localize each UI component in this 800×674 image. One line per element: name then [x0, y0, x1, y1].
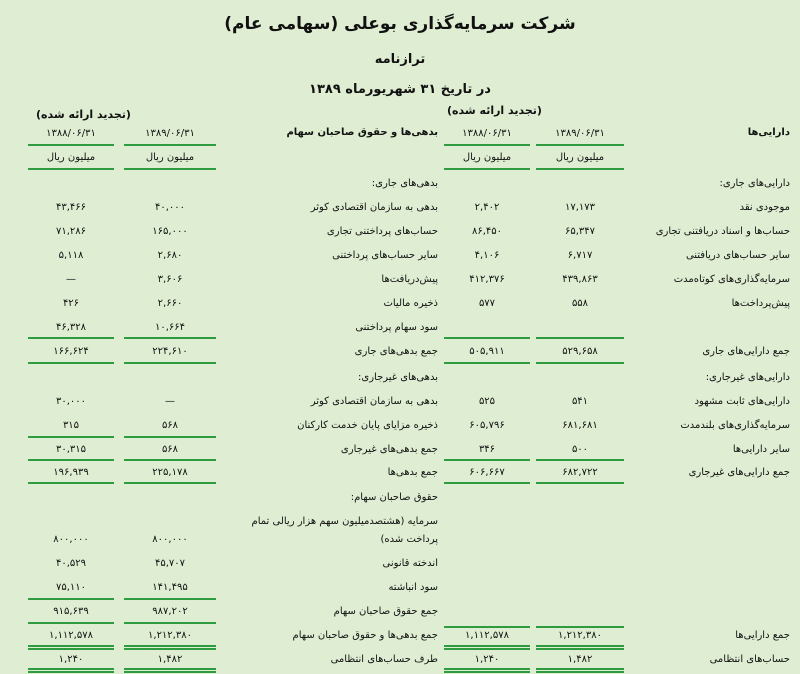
liab-noncurrent-total-prior: ۳۰,۳۱۵	[55, 444, 87, 455]
liability-value-current: —	[165, 396, 175, 407]
offbalance-counter-current: ۱,۴۸۲	[157, 654, 183, 665]
unit-liab-current: میلیون ریال	[145, 152, 195, 163]
liab-total-current: ۲۲۵,۱۷۸	[152, 467, 188, 478]
liability-value-current: ۴۰,۰۰۰	[154, 202, 186, 213]
liab-total-prior: ۱۹۶,۹۳۹	[53, 467, 89, 478]
unit-asset-current: میلیون ریال	[555, 152, 605, 163]
liability-label: بدهی به سازمان اقتصادی کوثر	[310, 396, 438, 407]
liability-value-prior: ۴۳,۴۶۶	[55, 202, 87, 213]
liab-current-total-prior: ۱۶۶,۶۲۴	[53, 346, 89, 357]
liability-value-prior: ۵,۱۱۸	[58, 250, 84, 261]
liability-label: ذخیره مالیات	[383, 298, 438, 309]
liability-label: بدهی به سازمان اقتصادی کوثر	[310, 202, 438, 213]
offbalance-counter-label: طرف حساب‌های انتظامی	[330, 654, 438, 665]
asset-total-label: جمع دارایی‌ها	[735, 630, 790, 641]
grand-total-current: ۱,۲۱۲,۳۸۰	[148, 630, 192, 641]
header-asset-prior-date: ۱۳۸۸/۰۶/۳۱	[462, 128, 512, 139]
asset-value-prior: ۴,۱۰۶	[474, 250, 500, 261]
liability-value-current: ۲,۶۶۰	[157, 298, 183, 309]
liability-value-current: ۳,۶۰۶	[157, 274, 183, 285]
asset-value-current: ۱۷,۱۷۳	[564, 202, 596, 213]
company-title: شرکت سرمایه‌گذاری بوعلی (سهامی عام)	[224, 14, 576, 34]
liability-value-current: ۱۶۵,۰۰۰	[152, 226, 188, 237]
asset-value-current: ۵۰۰	[571, 444, 589, 455]
liability-value-prior: ۴۶,۳۲۸	[55, 322, 87, 333]
reserve-label: اندخته قانونی	[382, 558, 438, 569]
asset-label: حساب‌ها و اسناد دریافتنی تجاری	[655, 226, 790, 237]
liab-current-title: بدهی‌های جاری:	[371, 178, 438, 189]
liability-value-current: ۵۶۸	[161, 420, 179, 431]
restated-note-liabilities: (تجدید ارائه شده)	[36, 108, 131, 121]
liability-value-current: ۲,۶۸۰	[157, 250, 183, 261]
liability-label: حساب‌های پرداختنی تجاری	[326, 226, 438, 237]
liability-value-prior: —	[66, 274, 76, 285]
liability-label: پیش‌دریافت‌ها	[381, 274, 438, 285]
assets-current-title: دارایی‌های جاری:	[719, 178, 790, 189]
equity-title: حقوق صاحبان سهام:	[350, 492, 438, 503]
statement-title: ترازنامه	[374, 52, 426, 67]
liability-value-prior: ۳۰,۰۰۰	[55, 396, 87, 407]
offbalance-counter-prior: ۱,۲۴۰	[58, 654, 84, 665]
liability-value-prior: ۴۲۶	[62, 298, 80, 309]
asset-value-current: ۶۵,۳۴۷	[564, 226, 596, 237]
liab-noncurrent-title: بدهی‌های غیرجاری:	[358, 372, 438, 383]
asset-value-prior: ۵۲۵	[478, 396, 496, 407]
liability-label: سود سهام پرداختنی	[355, 322, 438, 333]
grand-total-label: جمع بدهی‌ها و حقوق صاحبان سهام	[292, 630, 438, 641]
asset-value-current: ۶,۷۱۷	[567, 250, 593, 261]
asset-current-total-current: ۵۲۹,۶۵۸	[562, 346, 598, 357]
asset-label: دارایی‌های ثابت مشهود	[694, 396, 790, 407]
asset-value-prior: ۵۷۷	[478, 298, 496, 309]
reserve-prior: ۴۰,۵۲۹	[55, 558, 87, 569]
liab-noncurrent-total-label: جمع بدهی‌های غیرجاری	[340, 444, 438, 455]
retained-prior: ۷۵,۱۱۰	[55, 582, 87, 593]
asset-total-prior: ۱,۱۱۲,۵۷۸	[465, 630, 509, 641]
asset-value-prior: ۴۱۲,۳۷۶	[469, 274, 505, 285]
asset-label: سرمایه‌گذاری‌های بلندمدت	[680, 420, 790, 431]
liability-value-prior: ۷۱,۲۸۶	[55, 226, 87, 237]
asset-value-current: ۴۳۹,۸۶۳	[562, 274, 598, 285]
asset-value-prior: ۶۰۵,۷۹۶	[469, 420, 505, 431]
unit-liab-prior: میلیون ریال	[46, 152, 96, 163]
asset-noncurrent-total-label: جمع دارایی‌های غیرجاری	[688, 467, 790, 478]
header-assets: دارایی‌ها	[747, 127, 790, 138]
asset-value-current: ۶۸۱,۶۸۱	[562, 420, 598, 431]
asset-total-current: ۱,۲۱۲,۳۸۰	[558, 630, 602, 641]
header-liab-current-date: ۱۳۸۹/۰۶/۳۱	[145, 128, 195, 139]
grand-total-prior: ۱,۱۱۲,۵۷۸	[49, 630, 93, 641]
asset-label: سایر حساب‌های دریافتنی	[685, 250, 790, 261]
asset-noncurrent-total-prior: ۶۰۶,۶۶۷	[469, 467, 505, 478]
offbalance-prior: ۱,۲۴۰	[474, 654, 500, 665]
unit-asset-prior: میلیون ریال	[462, 152, 512, 163]
restated-note-assets: (تجدید ارائه شده)	[447, 104, 542, 117]
asset-label: پیش‌پرداخت‌ها	[731, 298, 790, 309]
liability-value-prior: ۳۱۵	[62, 420, 80, 431]
equity-total-current: ۹۸۷,۲۰۲	[152, 606, 188, 617]
liability-label: ذخیره مزایای پایان خدمت کارکنان	[297, 420, 438, 431]
asset-value-prior: ۸۶,۴۵۰	[471, 226, 503, 237]
equity-total-prior: ۹۱۵,۶۳۹	[53, 606, 89, 617]
statement-date: در تاریخ ۳۱ شهریورماه ۱۳۸۹	[309, 82, 491, 97]
offbalance-current: ۱,۴۸۲	[567, 654, 593, 665]
asset-label: سرمایه‌گذاری‌های کوتاه‌مدت	[673, 274, 790, 285]
capital-label-line1: سرمایه (هشتصدمیلیون سهم هزار ریالی تمام	[251, 516, 438, 527]
reserve-current: ۴۵,۷۰۷	[154, 558, 186, 569]
asset-current-total-label: جمع دارایی‌های جاری	[702, 346, 790, 357]
asset-noncurrent-total-current: ۶۸۲,۷۲۲	[562, 467, 598, 478]
capital-current: ۸۰۰,۰۰۰	[152, 534, 188, 545]
capital-prior: ۸۰۰,۰۰۰	[53, 534, 89, 545]
asset-label: سایر دارایی‌ها	[732, 444, 790, 455]
offbalance-label: حساب‌های انتظامی	[709, 654, 790, 665]
liab-current-total-current: ۲۲۴,۶۱۰	[152, 346, 188, 357]
retained-current: ۱۴۱,۴۹۵	[152, 582, 188, 593]
asset-current-total-prior: ۵۰۵,۹۱۱	[469, 346, 505, 357]
liab-total-label: جمع بدهی‌ها	[387, 467, 438, 478]
header-liab-prior-date: ۱۳۸۸/۰۶/۳۱	[46, 128, 96, 139]
assets-noncurrent-title: دارایی‌های غیرجاری:	[705, 372, 790, 383]
asset-value-current: ۵۴۱	[571, 396, 589, 407]
liab-noncurrent-total-current: ۵۶۸	[161, 444, 179, 455]
header-asset-current-date: ۱۳۸۹/۰۶/۳۱	[555, 128, 605, 139]
retained-label: سود انباشته	[388, 582, 438, 593]
liability-label: سایر حساب‌های پرداختنی	[332, 250, 438, 261]
asset-value-prior: ۲,۴۰۲	[474, 202, 500, 213]
asset-value-prior: ۳۴۶	[478, 444, 496, 455]
liab-current-total-label: جمع بدهی‌های جاری	[354, 346, 438, 357]
capital-label-line2: پرداخت شده)	[380, 534, 438, 545]
equity-total-label: جمع حقوق صاحبان سهام	[333, 606, 438, 617]
liability-value-current: ۱۰,۶۶۴	[154, 322, 186, 333]
asset-label: موجودی نقد	[739, 202, 790, 213]
asset-value-current: ۵۵۸	[571, 298, 589, 309]
header-liabilities: بدهی‌ها و حقوق صاحبان سهام	[286, 127, 438, 138]
